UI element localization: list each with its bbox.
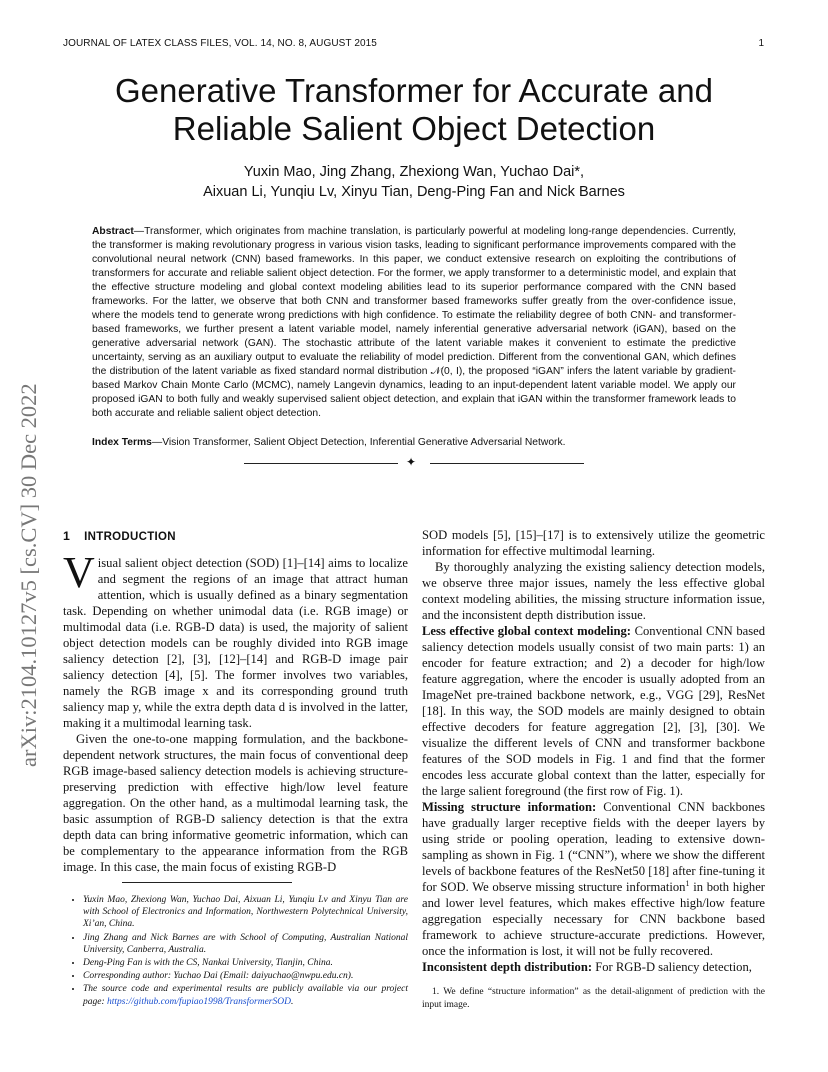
page-number: 1 [758, 38, 764, 49]
paragraph-label: Inconsistent depth distribution: [422, 960, 593, 974]
source-suffix: . [290, 996, 294, 1007]
abstract-text: —Transformer, which originates from machine translation, is particularly powerful at modeling long-range dependencies. Currently, the transformer is making revolutionary progress in various vision tasks, leading to significant performance improvements compared with the convolutional neural network (CNN) based frameworks. In this paper, we conduct extensive research on exploiting the contributions of transformers for accurate and reliable salient object detection. For the former, we apply transformer to a deterministic model, and explain that the effective structure modeling and global context modeling abilities lead to its superior performance compared with the CNN based frameworks. For the latter, we observe that both CNN and transformer based frameworks suffer greatly from the over-confidence issue, where the models tend to generate wrong predictions with high confidence. To estimate the reliability degree of both CNN- and transformer-based frameworks, we further present a latent variable model, namely inferential generative adversarial network (iGAN), based on the generative adversarial network (GAN). The stochastic attribute of the latent variable makes it convenient to estimate the predictive uncertainty, serving as an auxiliary output to evaluate the reliability of model prediction. Different from the conventional GAN, which defines the distribution of the latent variable as fixed standard normal distribution 𝒩(0, I), the proposed “iGAN” infers the latent variable by gradient-based Markov Chain Monte Carlo (MCMC), namely Langevin dynamics, leading to an input-dependent latent variable model. We apply our proposed iGAN to both fully and weakly supervised salient object detection, and explain that iGAN within the transformer framework leads to both accurate and reliable salient object detection. [92, 226, 736, 419]
intro-paragraph-4: By thoroughly analyzing the existing saliency detection models, we observe three major issues, namely the less effective global context modeling abilities, the missing structure information issue, and the inconsistent depth distribution issue. [422, 560, 765, 622]
paragraph-label: Less effective global context modeling: [422, 624, 631, 638]
footnote-item: • Corresponding author: Yuchao Dai (Email: daiyuchao@nwpu.edu.cn). [83, 970, 408, 982]
intro-paragraph-1-text: isual salient object detection (SOD) [1]–[14] aims to localize and segment the regions of an image that attract human attention, which is usually defined as a binary segmentation task. Depending on whether unimodal data (i.e. RGB image) or multimodal data (i.e. RGB-D data) is used, the majority of salient object detection models can be roughly divided into RGB image saliency detection [2], [3], [12]–[14] and RGB-D image pair saliency detection [4], [5]. The former involves two variables, namely the RGB image x and its corresponding ground truth saliency map y, while the extra depth data d is involved in the latter, making it a multimodal learning task. [63, 556, 408, 730]
author-line-1: Yuxin Mao, Jing Zhang, Zhexiong Wan, Yuchao Dai*, [243, 164, 585, 180]
abstract [92, 225, 736, 421]
footnote-item: • Deng-Ping Fan is with the CS, Nankai University, Tianjin, China. [83, 957, 408, 969]
running-head: JOURNAL OF LATEX CLASS FILES, VOL. 14, NO. 8, AUGUST 2015 [63, 38, 377, 49]
footnote-rule [122, 882, 292, 883]
project-link[interactable]: https://github.com/fupiao1998/TransformerSOD [107, 996, 291, 1007]
paragraph-text: For RGB-D saliency detection, [592, 960, 752, 974]
author-line-2: Aixuan Li, Yunqiu Lv, Xinyu Tian, Deng-Ping Fan and Nick Barnes [203, 184, 625, 200]
abstract-label: Abstract [92, 226, 134, 237]
section-number: 1 [63, 529, 71, 543]
arxiv-sidebar [16, 287, 46, 767]
section-separator [244, 456, 584, 470]
index-terms [92, 436, 736, 450]
intro-paragraph-5 [422, 623, 765, 799]
drop-cap: V [63, 548, 95, 597]
footnote-item-source [83, 983, 408, 1007]
paragraph-text: Conventional CNN based saliency detection models usually consist of two main parts: 1) an encoder for feature extraction; and 2) a decoder for high/low feature aggregation, where the encoder is usually adopted from an ImageNet pre-trained backbone network, e.g., VGG [29], ResNet [18]. In this way, the SOD models are mainly designed to obtain effective decoders for feature aggregation [2], [3], [30]. We visualize the different levels of CNN and transformer backbone features of the SOD models in Fig. 1 and find that the former encodes less accurate global context than the latter, especially for the large salient foreground (the first row of Fig. 1). [422, 624, 765, 798]
footnote-item: • Yuxin Mao, Zhexiong Wan, Yuchao Dai, Aixuan Li, Yunqiu Lv and Xinyu Tian are with School of Electronics and Information, Northwestern Polytechnical University, Xi’an, China. [83, 894, 408, 931]
intro-paragraph-6 [422, 799, 765, 959]
paragraph-label: Missing structure information: [422, 800, 597, 814]
footnote-marker: 1 [685, 878, 690, 888]
section-title: INTRODUCTION [84, 531, 176, 543]
diamond-icon: ✦ [406, 455, 417, 469]
index-terms-label: Index Terms [92, 437, 152, 448]
intro-paragraph-7 [422, 959, 765, 975]
footnote-item: • Jing Zhang and Nick Barnes are with School of Computing, Australian National University, Canberra, Australia. [83, 932, 408, 956]
intro-paragraph-1 [63, 548, 408, 731]
separator-line-left [244, 463, 398, 464]
intro-paragraph-2: Given the one-to-one mapping formulation, and the backbone-dependent network structures, the main focus of conventional deep RGB image-based saliency detection models is achieving structure-preserving prediction with effective high/low level feature aggregation. On the other hand, as a multimodal learning task, the basic assumption of RGB-D saliency detection is that the extra depth data can bring informative geometric information, which can be complementary to the appearance information from the RGB image. In this case, the main focus of existing RGB-D [63, 732, 408, 874]
arxiv-identifier: arXiv:2104.10127v5 [cs.CV] 30 Dec 2022 [16, 383, 41, 767]
structure-footnote: 1. We define “structure information” as the detail-alignment of prediction with the input image. [422, 987, 765, 1010]
source-prefix: The source code and experimental results are publicly available via our project page: [83, 984, 408, 1007]
section-heading [63, 528, 408, 545]
left-column [63, 528, 408, 875]
affiliation-footnotes [63, 894, 408, 1009]
intro-paragraph-3: SOD models [5], [15]–[17] is to extensively utilize the geometric information for effective multimodal learning. [422, 528, 765, 558]
paper-title: Generative Transformer for Accurate and Reliable Salient Object Detection [115, 72, 713, 147]
author-list [60, 162, 768, 202]
paragraph-text-tail: in both higher and lower level features, which makes effective high/low feature aggregation especially necessary for CNN backbone based framework to achieve structure-accurate predictions. However, once the information is lost, it will not be fully recovered. [422, 880, 765, 958]
separator-line-right [430, 463, 584, 464]
paragraph-text: Conventional CNN backbones have gradually larger receptive fields with the deeper layers by using stride or pooling operation, leading to extensive down-sampling as shown in Fig. 1 (“CNN”), where we show the different levels of backbone features of the ResNet50 [18] after fine-tuning it for SOD. We observe missing structure information [422, 800, 765, 894]
index-terms-text: —Vision Transformer, Salient Object Detection, Inferential Generative Adversarial Network. [151, 437, 566, 448]
right-column [422, 527, 765, 975]
